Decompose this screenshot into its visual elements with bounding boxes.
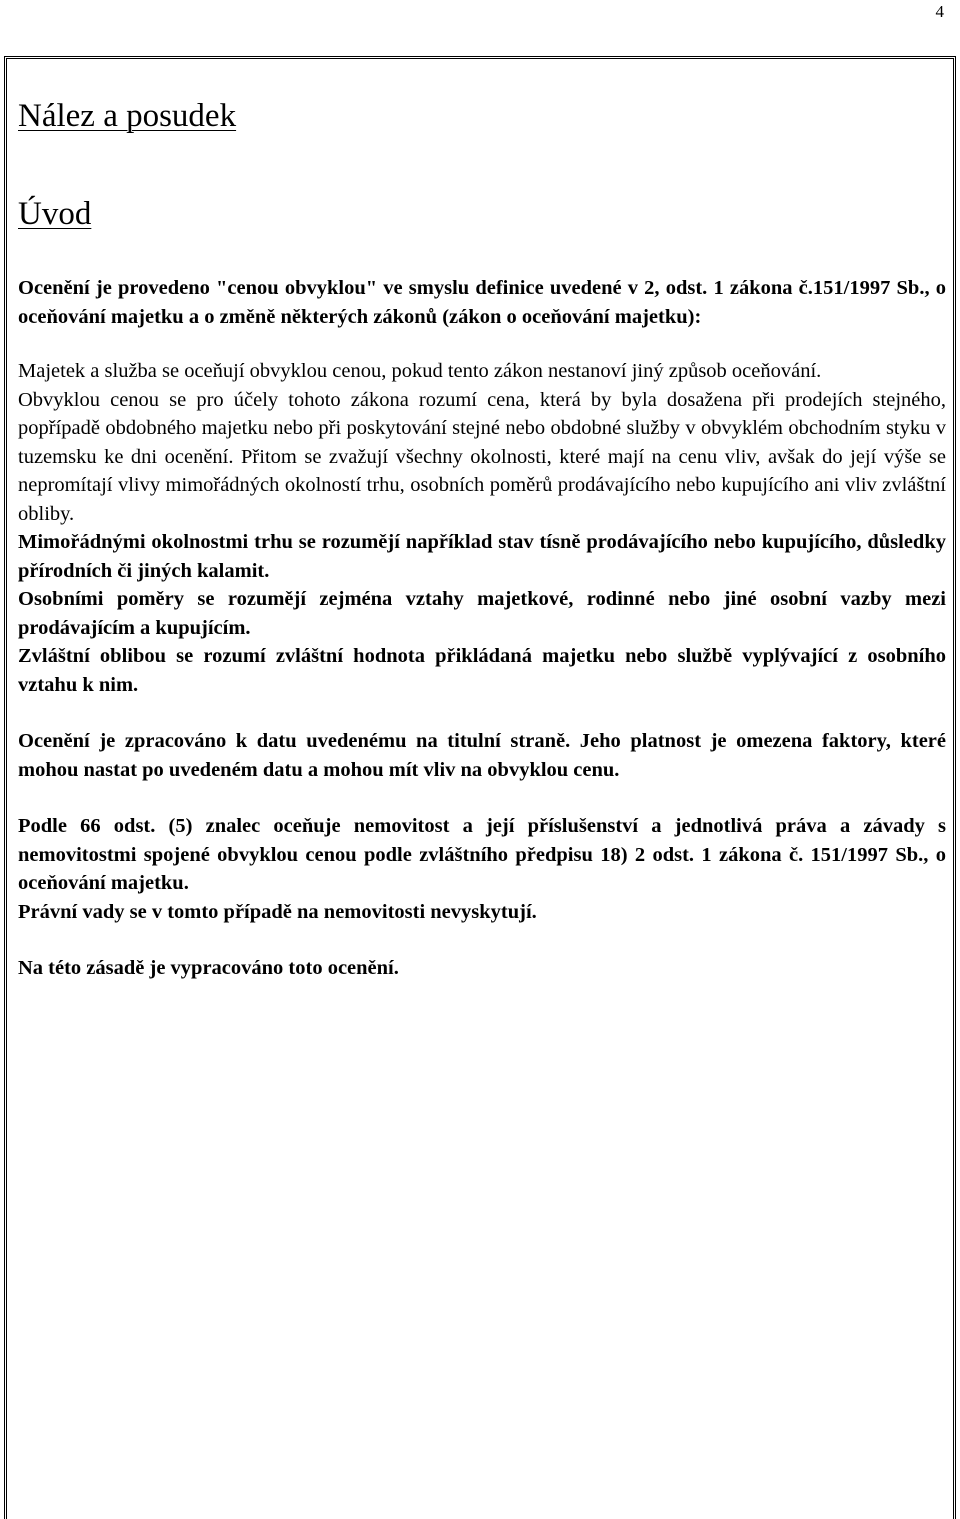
page-number: 4 xyxy=(935,2,944,21)
section-heading-intro: Úvod xyxy=(18,196,92,232)
document-body xyxy=(18,92,946,983)
paragraph-law-quote-1: Majetek a služba se oceňují obvyklou cenou, pokud tento zákon nestanoví jiný způsob oceňování. xyxy=(18,360,822,382)
paragraph-law-quote-2: Obvyklou cenou se pro účely tohoto zákona rozumí cena, která by byla dosažena při prodejích stejného, popřípadě obdobného majetku nebo při poskytování stejné nebo obdobné služby v obvyklém obchodním styku v tuzemsku ke dni ocenění. Přitom se zvažují všechny okolnosti, které mají na cenu vliv, avšak do její výše se nepromítají vlivy mimořádných okolností trhu, osobních poměrů prodávajícího nebo kupujícího ani vliv zvláštní obliby. xyxy=(18,388,946,525)
paragraph-special-affection: Zvláštní oblibou se rozumí zvláštní hodnota přikládaná majetku nebo službě vyplývající z osobního vztahu k nim. xyxy=(18,645,946,696)
document-title: Nález a posudek xyxy=(18,98,237,134)
paragraph-valuation-definition: Ocenění je provedeno "cenou obvyklou" ve smyslu definice uvedené v 2, odst. 1 zákona č.151/1997 Sb., o oceňování majetku a o změně některých zákonů (zákon o oceňování majetku): xyxy=(18,277,946,328)
paragraph-valuation-date: Ocenění je zpracováno k datu uvedenému na titulní straně. Jeho platnost je omezena faktory, které mohou nastat po uvedeném datu a mohou mít vliv na obvyklou cenu. xyxy=(18,730,946,781)
paragraph-conclusion: Na této zásadě je vypracováno toto ocenění. xyxy=(18,957,399,979)
paragraph-personal-relations: Osobními poměry se rozumějí zejména vztahy majetkové, rodinné nebo jiné osobní vazby mezi prodávajícím a kupujícím. xyxy=(18,588,946,639)
paragraph-extraordinary-circumstances: Mimořádnými okolnostmi trhu se rozumějí například stav tísně prodávajícího nebo kupujícího, důsledky přírodních či jiných kalamit. xyxy=(18,531,946,582)
paragraph-legal-basis: Podle 66 odst. (5) znalec oceňuje nemovitost a její příslušenství a jednotlivá práva a závady s nemovitostmi spojené obvyklou cenou podle zvláštního předpisu 18) 2 odst. 1 zákona č. 151/1997 Sb., o oceňování majetku. xyxy=(18,815,946,894)
paragraph-legal-defects: Právní vady se v tomto případě na nemovitosti nevyskytují. xyxy=(18,900,537,923)
